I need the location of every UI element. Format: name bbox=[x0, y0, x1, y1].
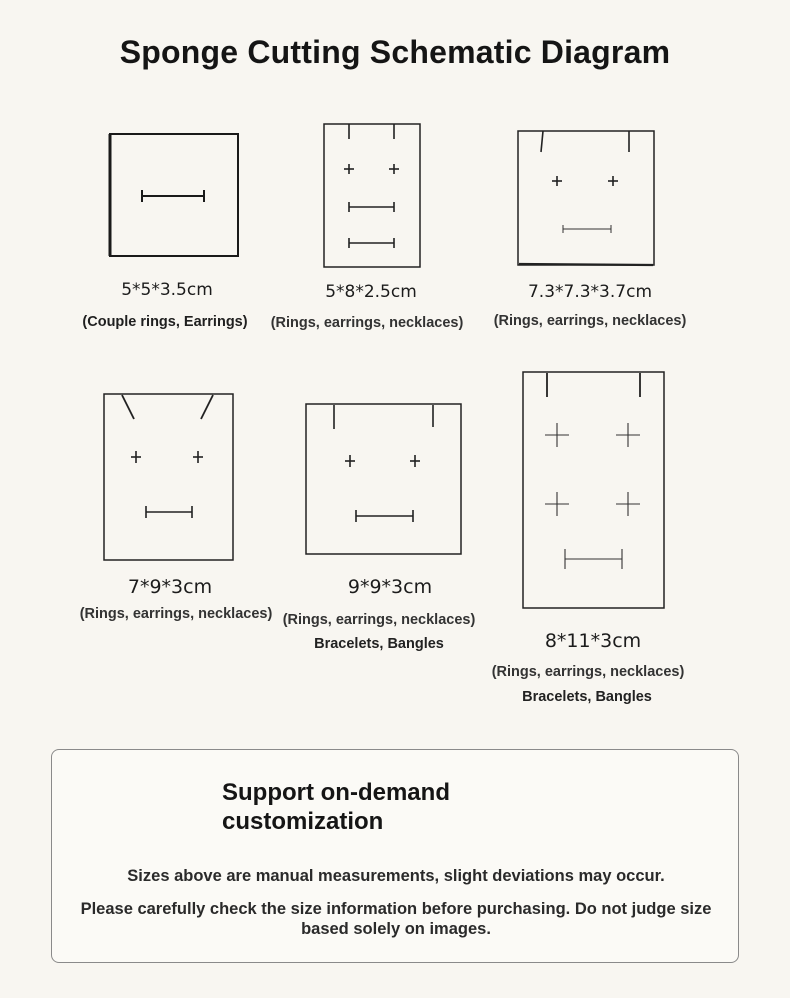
sponge-outline-2 bbox=[323, 123, 421, 268]
notice-line-1: Sizes above are manual measurements, slight deviations may occur. bbox=[127, 867, 665, 885]
sponge-outline-5 bbox=[305, 403, 462, 555]
sponge-outline-1 bbox=[108, 132, 240, 258]
sponge-use-5: (Rings, earrings, necklaces) bbox=[282, 612, 476, 628]
sponge-use-6: (Rings, earrings, necklaces) bbox=[491, 664, 685, 680]
notice-title: Support on-demand customization bbox=[222, 779, 450, 835]
page-title: Sponge Cutting Schematic Diagram bbox=[119, 34, 671, 70]
sponge-card-1 bbox=[108, 132, 240, 258]
notice-box bbox=[51, 749, 739, 963]
notice-line-2: Please carefully check the size information before purchasing. Do not judge size based solely on images. bbox=[80, 900, 712, 938]
sponge-extra-5: Bracelets, Bangles bbox=[314, 636, 444, 652]
sponge-size-2: 5*8*2.5cm bbox=[325, 282, 417, 302]
sponge-size-6: 8*11*3cm bbox=[544, 630, 642, 652]
sponge-size-4: 7*9*3cm bbox=[127, 576, 213, 598]
sponge-use-4: (Rings, earrings, necklaces) bbox=[79, 606, 273, 622]
sponge-size-5: 9*9*3cm bbox=[347, 576, 433, 598]
sponge-outline-3 bbox=[517, 130, 655, 266]
sponge-card-4 bbox=[103, 393, 234, 561]
sponge-use-3: (Rings, earrings, necklaces) bbox=[493, 313, 687, 329]
sponge-card-5 bbox=[305, 403, 462, 555]
sponge-card-6 bbox=[522, 371, 665, 609]
sponge-outline-4 bbox=[103, 393, 234, 561]
sponge-size-1: 5*5*3.5cm bbox=[121, 280, 213, 300]
sponge-outline-6 bbox=[522, 371, 665, 609]
sponge-card-3 bbox=[517, 130, 655, 266]
sponge-card-2 bbox=[323, 123, 421, 268]
sponge-size-3: 7.3*7.3*3.7cm bbox=[527, 282, 652, 302]
sponge-use-1: (Couple rings, Earrings) bbox=[82, 314, 248, 330]
slot-cut bbox=[142, 190, 204, 202]
sponge-use-2: (Rings, earrings, necklaces) bbox=[270, 315, 464, 331]
sponge-extra-6: Bracelets, Bangles bbox=[522, 689, 652, 705]
